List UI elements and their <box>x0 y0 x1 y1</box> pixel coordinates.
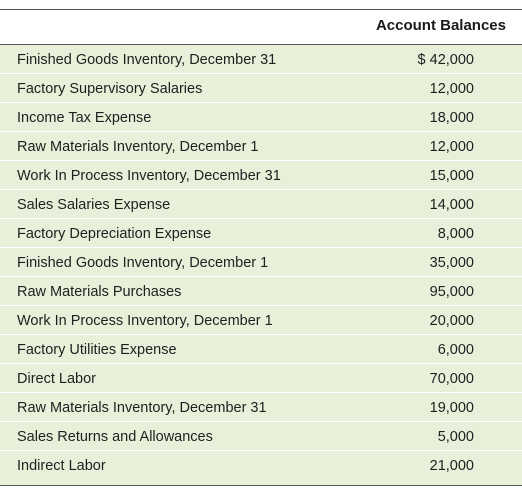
account-balances-table <box>0 45 522 485</box>
account-balance: 6,000 <box>437 342 474 358</box>
account-balance: 14,000 <box>429 197 474 213</box>
account-name: Finished Goods Inventory, December 31 <box>17 52 277 68</box>
table-row <box>0 451 522 480</box>
table-row <box>0 74 522 103</box>
account-balance: 35,000 <box>429 255 474 271</box>
account-name: Direct Labor <box>17 371 96 387</box>
table-row <box>0 393 522 422</box>
account-name: Work In Process Inventory, December 31 <box>17 168 281 184</box>
account-balance: $ 42,000 <box>417 52 474 68</box>
account-name: Factory Utilities Expense <box>17 342 177 358</box>
account-balance: 18,000 <box>429 110 474 126</box>
account-name: Finished Goods Inventory, December 1 <box>17 255 269 271</box>
table-row <box>0 277 522 306</box>
account-name: Indirect Labor <box>17 458 106 474</box>
account-name: Raw Materials Inventory, December 31 <box>17 400 267 416</box>
table-row <box>0 219 522 248</box>
table-row <box>0 161 522 190</box>
account-name: Factory Supervisory Salaries <box>17 81 203 97</box>
table-bottom-rule <box>0 485 522 486</box>
account-balance: 95,000 <box>429 284 474 300</box>
account-balance: 15,000 <box>429 168 474 184</box>
table-row <box>0 45 522 74</box>
account-balance: 21,000 <box>429 458 474 474</box>
table-row <box>0 422 522 451</box>
account-balance: 70,000 <box>429 371 474 387</box>
table-row <box>0 248 522 277</box>
column-header-account-balances: Account Balances <box>375 17 506 34</box>
table-row <box>0 103 522 132</box>
table-row <box>0 335 522 364</box>
account-name: Factory Depreciation Expense <box>17 226 212 242</box>
table-row <box>0 132 522 161</box>
account-name: Raw Materials Inventory, December 1 <box>17 139 259 155</box>
account-balance: 5,000 <box>437 429 474 445</box>
account-name: Raw Materials Purchases <box>17 284 182 300</box>
account-balance: 12,000 <box>429 139 474 155</box>
account-name: Income Tax Expense <box>17 110 152 126</box>
account-name: Sales Salaries Expense <box>17 197 171 213</box>
account-balance: 20,000 <box>429 313 474 329</box>
account-balance: 8,000 <box>437 226 474 242</box>
account-balance: 19,000 <box>429 400 474 416</box>
table-row <box>0 306 522 335</box>
table-row <box>0 190 522 219</box>
account-name: Work In Process Inventory, December 1 <box>17 313 273 329</box>
table-row <box>0 364 522 393</box>
account-balance: 12,000 <box>429 81 474 97</box>
account-name: Sales Returns and Allowances <box>17 429 213 445</box>
